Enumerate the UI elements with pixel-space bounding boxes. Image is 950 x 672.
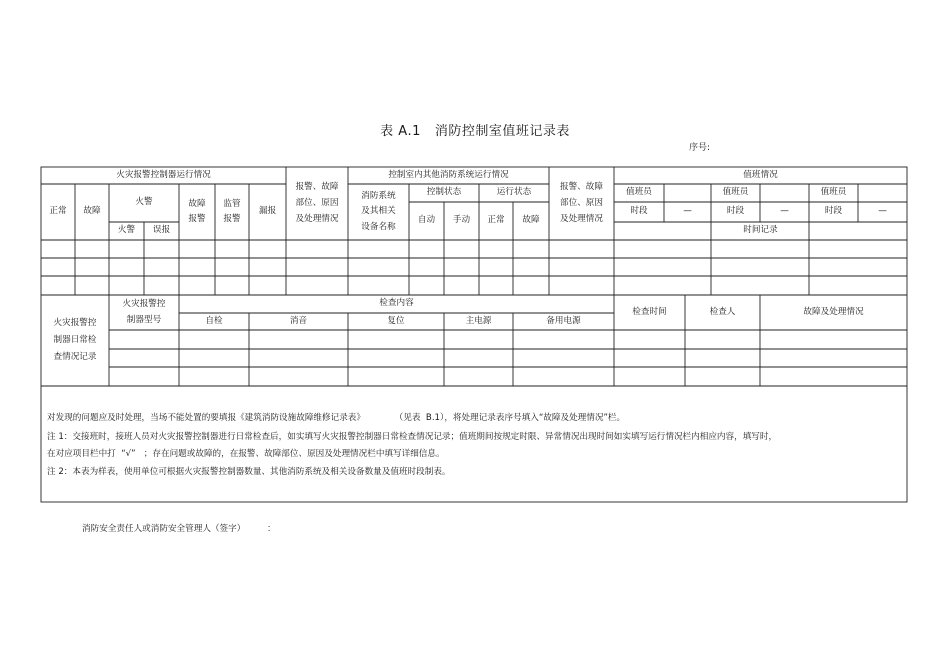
col-inspector: 检查人 bbox=[709, 306, 736, 317]
other-handling-line-2: 部位、原因 bbox=[560, 197, 603, 208]
col-normal: 正常 bbox=[49, 206, 67, 217]
col-fault-alarm bbox=[179, 184, 215, 240]
col-main-power: 主电源 bbox=[465, 315, 492, 326]
col-control-state: 控制状态 bbox=[426, 187, 462, 198]
col-missed-report: 漏报 bbox=[258, 206, 277, 217]
duty-person-3: 值班员 bbox=[820, 187, 847, 198]
controller-model-line-2: 制器型号 bbox=[126, 315, 162, 325]
col-controller-handling bbox=[286, 167, 348, 240]
duty-person-2: 值班员 bbox=[722, 187, 749, 198]
col-backup-power: 备用电源 bbox=[546, 315, 581, 326]
col-fire-alarm-group: 火警 bbox=[135, 197, 153, 208]
signature-label: 消防安全责任人或消防安全管理人（签字） ： bbox=[82, 524, 276, 534]
serial-number-label: 序号: bbox=[689, 143, 711, 153]
other-handling-line-1: 报警、故障 bbox=[560, 181, 603, 192]
col-system-name bbox=[348, 184, 409, 240]
controller-handling-line-3: 及处理情况 bbox=[295, 214, 339, 225]
system-name-line-3: 设备名称 bbox=[361, 221, 396, 232]
controller-model-line-1: 火灾报警控 bbox=[122, 298, 166, 309]
col-fault-handling: 故障及处理情况 bbox=[803, 306, 864, 317]
daily-check-line-1: 火灾报警控 bbox=[53, 317, 97, 328]
controller-handling-line-1: 报警、故障 bbox=[295, 181, 339, 192]
daily-check-line-3: 查情况记录 bbox=[53, 352, 97, 363]
col-other-handling bbox=[549, 167, 614, 240]
controller-handling-line-2: 部位、原因 bbox=[295, 197, 339, 208]
col-run-state: 运行状态 bbox=[496, 187, 532, 198]
supervision-line-1: 监管 bbox=[223, 198, 241, 209]
title-code: 表 A.1 bbox=[380, 124, 421, 139]
duty-dash-1: — bbox=[683, 206, 692, 217]
fault-alarm-line-1: 故障 bbox=[188, 198, 206, 209]
duty-period-2: 时段 bbox=[726, 206, 745, 217]
duty-header: 值班情况 bbox=[743, 169, 778, 180]
duty-person-1: 值班员 bbox=[626, 187, 652, 198]
col-supervision-alarm bbox=[215, 184, 249, 240]
col-check-time: 检查时间 bbox=[632, 306, 667, 317]
col-manual: 手动 bbox=[452, 215, 471, 226]
note-line-3: 在对应项目栏中打 “√” ；存在问题或故障的，在报警、故障部位、原因及处理情况栏中填写详细信息。 bbox=[47, 449, 445, 459]
fault-alarm-line-2: 报警 bbox=[188, 214, 206, 224]
duty-period-1: 时段 bbox=[630, 206, 648, 217]
col-fire: 火警 bbox=[117, 225, 136, 236]
col-silence: 消音 bbox=[289, 315, 308, 326]
col-reset: 复位 bbox=[387, 315, 405, 326]
note-line-4: 注 2：本表为样表，使用单位可根据火灾报警控制器数量、其他消防系统及相关设备数量及值班时段制表。 bbox=[47, 467, 451, 477]
system-name-line-1: 消防系统 bbox=[361, 191, 396, 202]
duty-dash-3: — bbox=[878, 206, 887, 217]
col-self-check: 自检 bbox=[205, 315, 223, 326]
time-record-header: 时间记录 bbox=[743, 225, 778, 236]
other-systems-header: 控制室内其他消防系统运行情况 bbox=[388, 169, 509, 180]
col-false-alarm: 误报 bbox=[152, 225, 171, 236]
controller-status-header: 火灾报警控制器运行情况 bbox=[116, 169, 211, 180]
daily-check-label bbox=[41, 295, 109, 386]
system-name-line-2: 及其相关 bbox=[361, 206, 396, 217]
duty-period-3: 时段 bbox=[824, 206, 843, 217]
duty-dash-2: — bbox=[780, 206, 789, 217]
note-line-1a: 对发现的问题应及时处理，当场不能处置的要填报《建筑消防设施故障维修记录表》 bbox=[47, 413, 365, 423]
col-run-normal: 正常 bbox=[487, 215, 505, 226]
supervision-line-2: 报警 bbox=[223, 214, 241, 224]
note-line-1b: （见表 B.1），将处理记录表序号填入“故障及处理情况”栏。 bbox=[398, 413, 626, 423]
daily-check-line-2: 制器日常检 bbox=[53, 334, 97, 345]
col-run-fault: 故障 bbox=[522, 215, 540, 226]
controller-model-header bbox=[109, 295, 179, 330]
col-fault: 故障 bbox=[83, 206, 101, 217]
check-content-header: 检查内容 bbox=[379, 298, 414, 309]
other-handling-line-3: 及处理情况 bbox=[560, 214, 603, 225]
note-line-2: 注 1：交接班时，接班人员对火灾报警控制器进行日常检查后，如实填写火灾报警控制器日常检查情况记录；值班期间按规定时限、异常情况出现时间如实填写运行情况栏内相应内容，填写时， bbox=[47, 432, 778, 442]
col-auto: 自动 bbox=[417, 215, 436, 226]
note-line-1 bbox=[47, 411, 625, 423]
title-text: 消防控制室值班记录表 bbox=[434, 124, 570, 139]
